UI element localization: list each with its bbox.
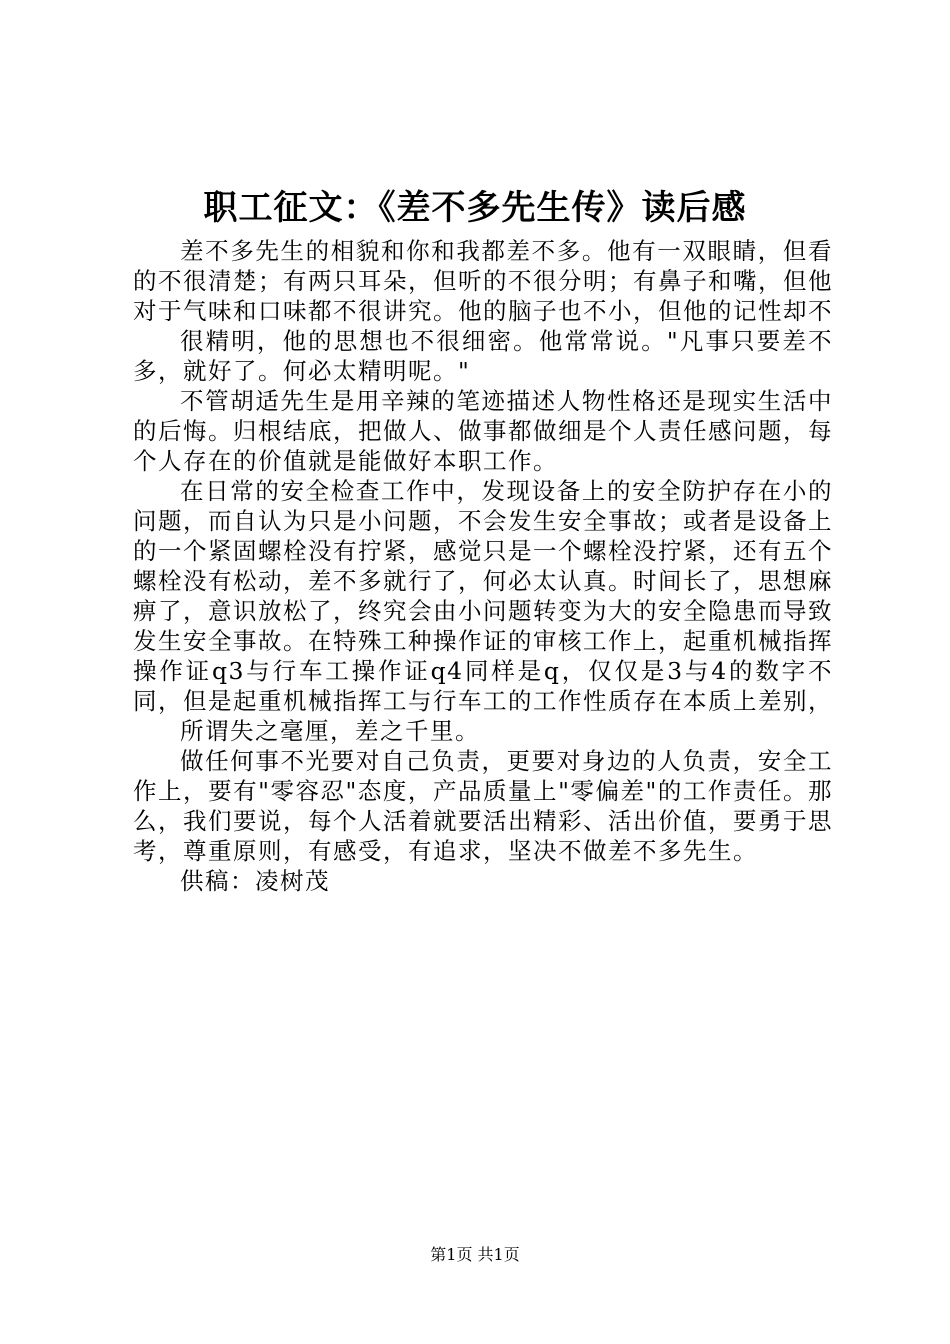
paragraph-6: 做任何事不光要对自己负责，更要对身边的人负责，安全工作上，要有"零容忍"态度，产品质量上"零偏差"的工作责任。那么，我们要说，每个人活着就要活出精彩、活出价值，要勇于思考，尊重原则，有感受，有追求，坚决不做差不多先生。 — [133, 747, 833, 865]
document-title: 职工征文：《差不多先生传》读后感 — [203, 188, 747, 228]
author-credit: 供稿：凌树茂 — [180, 867, 330, 895]
paragraph-4: 在日常的安全检查工作中，发现设备上的安全防护存在小的问题，而自认为只是小问题，不会发生安全事故；或者是设备上的一个紧固螺栓没有拧紧，感觉只是一个螺栓没拧紧，还有五个螺栓没有松动，差不多就行了，何必太认真。时间长了，思想麻痹了，意识放松了，终究会由小问题转变为大的安全隐患而导致发生安全事故。在特殊工种操作证的审核工作上，起重机械指挥操作证q3与行车工操作证q4同样是q，仅仅是3与4的数字不同，但是起重机械指挥工与行车工的工作性质存在本质上差别， — [133, 477, 833, 715]
paragraph-2: 很精明，他的思想也不很细密。他常常说。"凡事只要差不多，就好了。何必太精明呢。" — [133, 327, 833, 385]
document-body — [133, 236, 833, 896]
paragraph-1: 差不多先生的相貌和你和我都差不多。他有一双眼睛，但看的不很清楚；有两只耳朵，但听的不很分明；有鼻子和嘴，但他对于气味和口味都不很讲究。他的脑子也不小，但他的记性却不 — [133, 237, 833, 325]
page-number-footer: 第1页 共1页 — [430, 1245, 520, 1264]
paragraph-3: 不管胡适先生是用辛辣的笔迹描述人物性格还是现实生活中的后悔。归根结底，把做人、做事都做细是个人责任感问题，每个人存在的价值就是能做好本职工作。 — [133, 387, 833, 475]
paragraph-5: 所谓失之毫厘，差之千里。 — [180, 717, 480, 745]
